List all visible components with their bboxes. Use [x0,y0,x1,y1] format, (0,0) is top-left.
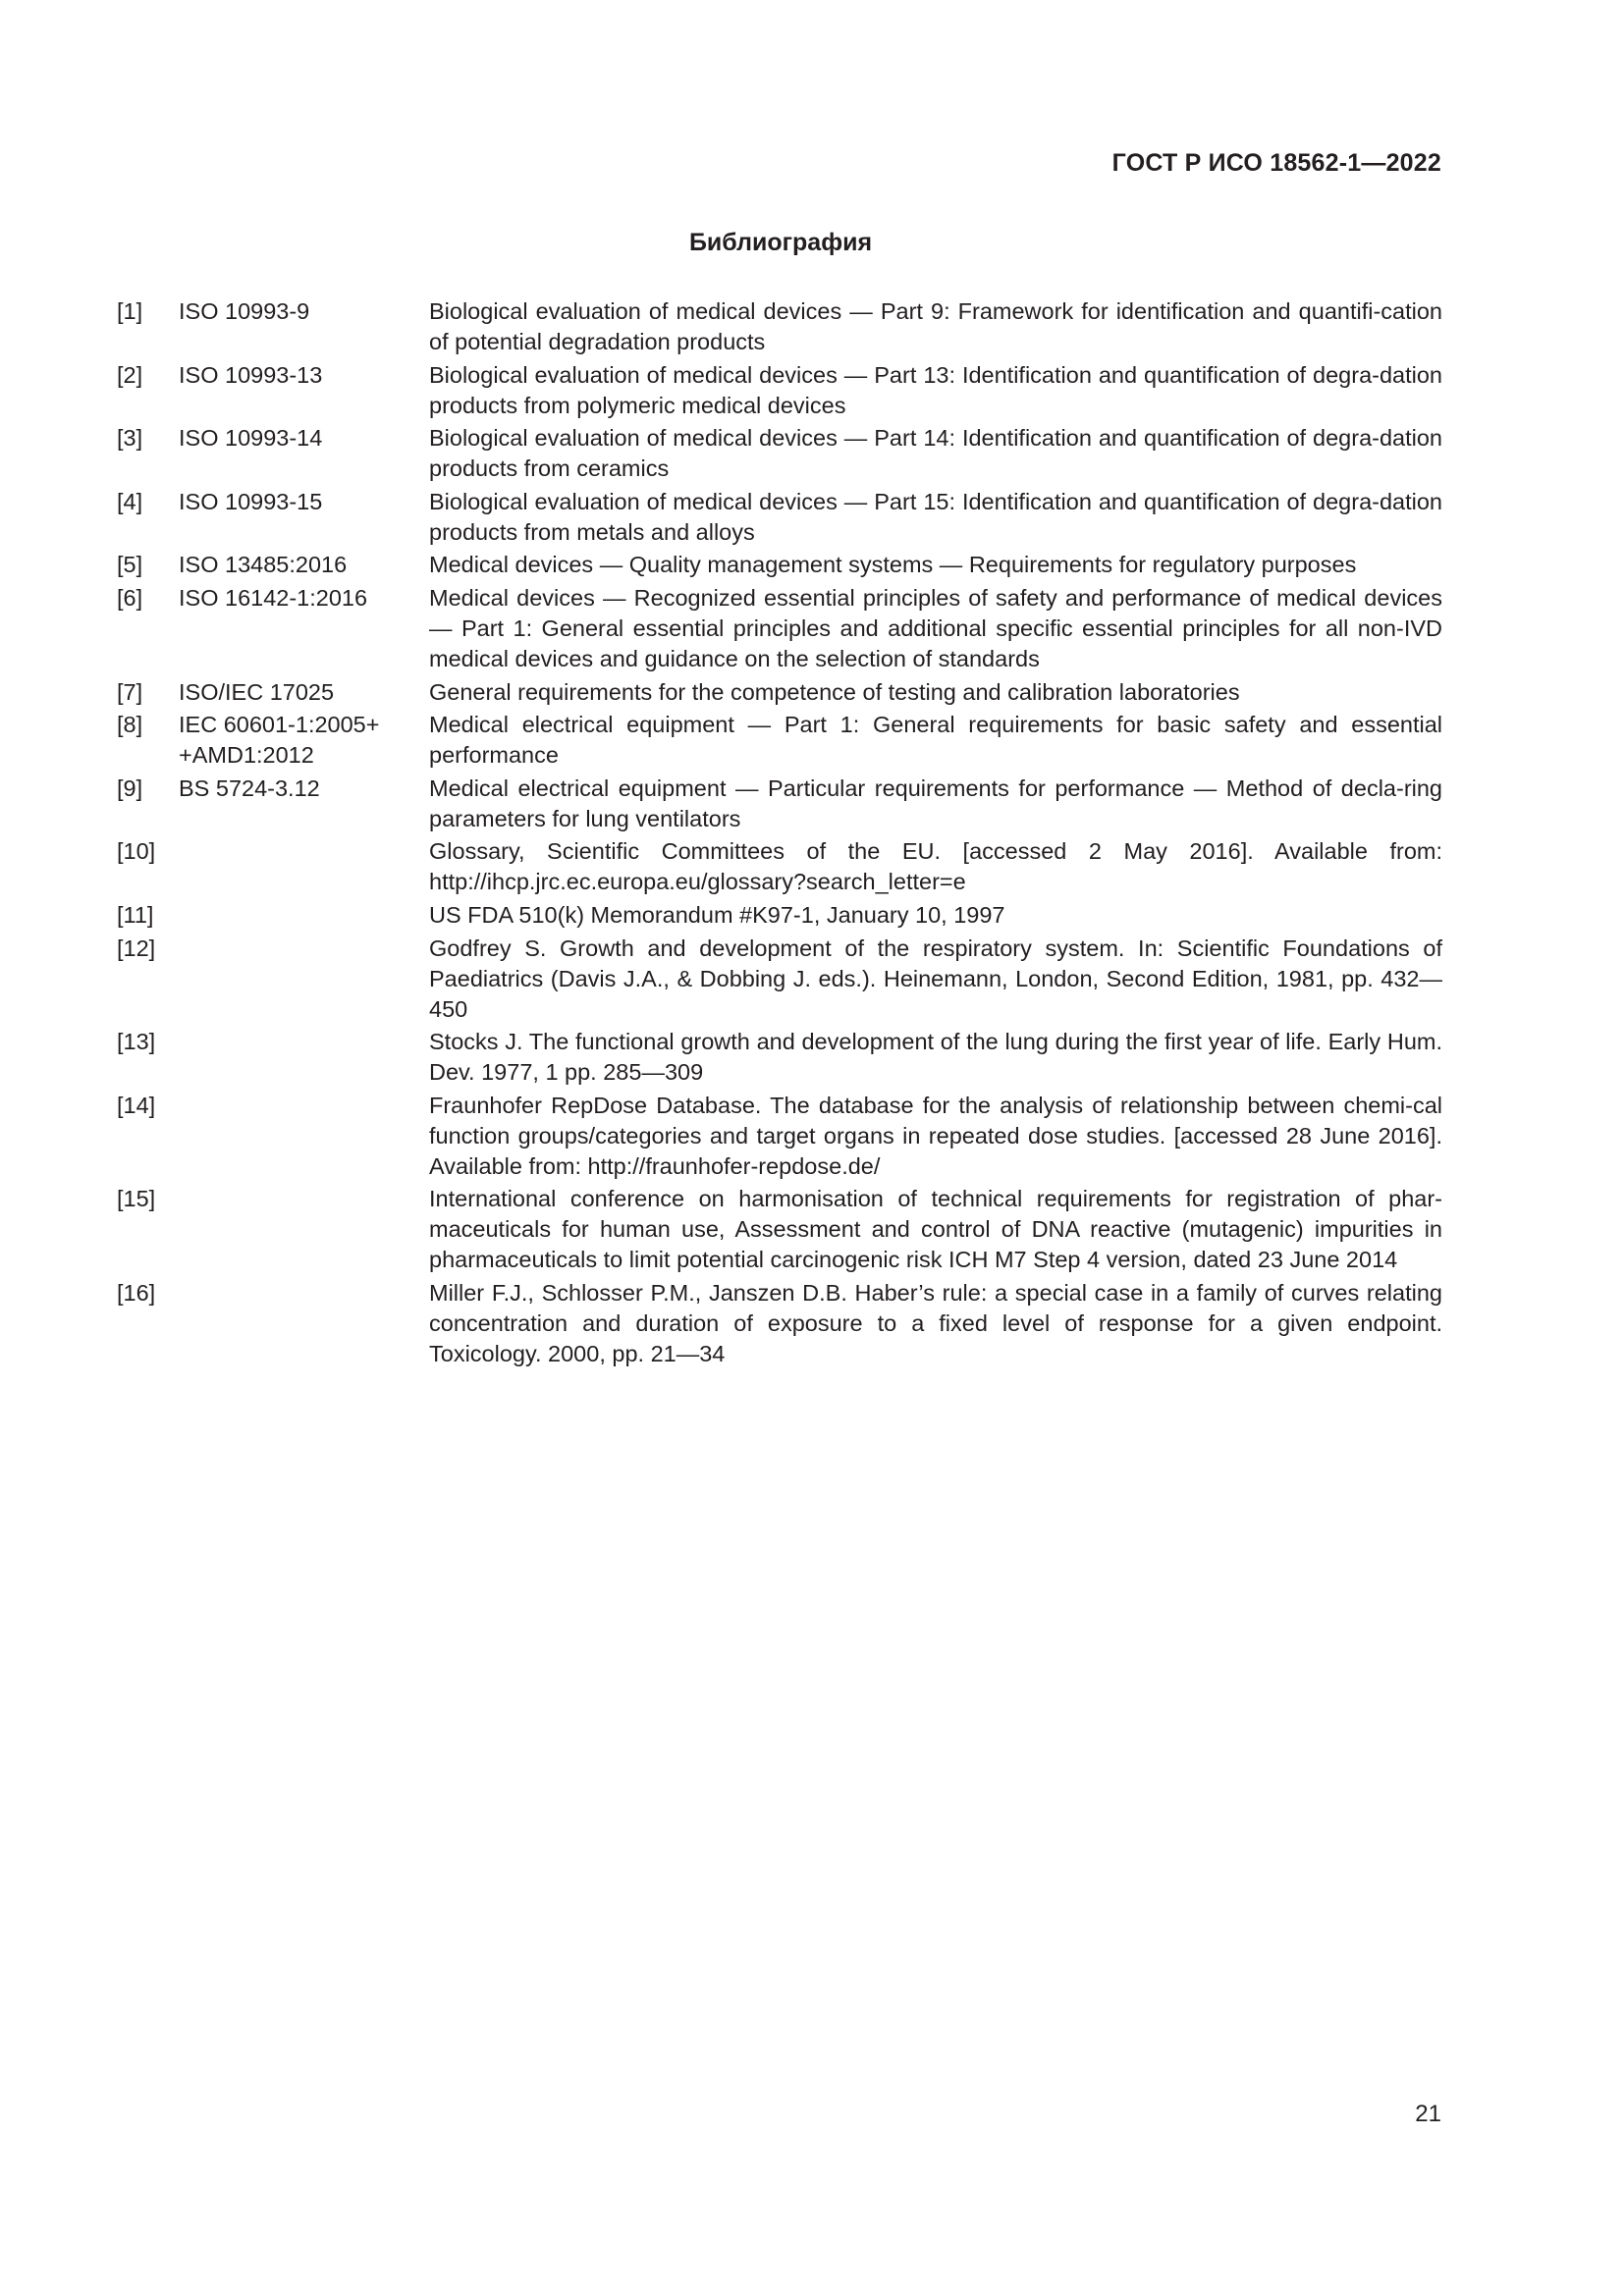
entry-number: [8] [117,712,143,738]
entry-number: [13] [117,1029,156,1055]
bibliography-entry [117,1184,1442,1275]
entry-description: Stocks J. The functional growth and development of the lung during the first year of life. Early Hum. Dev. 1977, 1 pp. 285—309 [429,1029,1442,1086]
entry-standard-code: ISO 10993-9 [179,298,310,324]
bibliography-entry [117,550,1442,580]
entry-description: Godfrey S. Growth and development of the respiratory system. In: Scientific Foundations of Paediatrics (Davis J.A., & Dobbing J. eds.). Heinemann, London, Second Edition, 1981, pp. 432—450 [429,934,1442,1022]
entry-number: [4] [117,488,143,514]
entry-description: Biological evaluation of medical devices — Part 15: Identification and quantification of degra-dation products from metals and alloys [429,488,1442,545]
entry-number: [9] [117,774,143,801]
bibliography-entry [117,1091,1442,1182]
bibliography-entry [117,774,1442,834]
entry-number: [14] [117,1092,156,1118]
bibliography-entry [117,677,1442,708]
entry-standard-code: ISO/IEC 17025 [179,678,335,705]
entry-number: [16] [117,1279,156,1306]
entry-number: [10] [117,838,156,865]
entry-number: [15] [117,1186,156,1212]
entry-description: International conference on harmonisation of technical requirements for registration of phar-maceuticals for human use, Assessment and control of DNA reactive (mutagenic) impurities in pharmaceuticals to limit potential carcinogenic risk ICH M7 Step 4 version, dated 23 June 2014 [429,1186,1442,1273]
entry-description: Medical devices — Recognized essential principles of safety and performance of medical devices — Part 1: General essential principles and additional specific essential principles for all non-IVD medical devices and guidance on the selection of standards [429,584,1442,671]
entry-description: Biological evaluation of medical devices — Part 14: Identification and quantification of degra-dation products from ceramics [429,425,1442,482]
bibliography-entry [117,487,1442,548]
bibliography-entry [117,1278,1442,1369]
entry-description: Miller F.J., Schlosser P.M., Janszen D.B. Haber’s rule: a special case in a family of curves relating concentration and duration of exposure to a fixed level of response for a given endpoint. Toxicology. 2000, pp. 21—34 [429,1279,1442,1366]
document-code: ГОСТ Р ИСО 18562-1—2022 [1111,149,1441,177]
bibliography-entry [117,934,1442,1025]
bibliography-title: Библиография [688,229,873,256]
entry-number: [3] [117,425,143,452]
bibliography-entry [117,296,1442,357]
bibliography-entry [117,423,1442,484]
entry-number: [2] [117,361,143,388]
entry-description: General requirements for the competence of testing and calibration laboratories [429,678,1240,705]
entry-description: Fraunhofer RepDose Database. The database for the analysis of relationship between chemi-cal function groups/categories and target organs in repeated dose studies. [accessed 28 June 2016]. Available from: http://fraunhofer-repdose.de/ [429,1092,1442,1179]
bibliography-entry [117,360,1442,421]
entry-description: Biological evaluation of medical devices — Part 9: Framework for identification and quantifi-cation of potential degradation products [429,298,1442,354]
entry-standard-code: ISO 10993-13 [179,361,323,388]
entry-description: Medical electrical equipment — Part 1: General requirements for basic safety and essential performance [429,712,1442,769]
bibliography-entry [117,900,1442,931]
entry-description: Medical electrical equipment — Particular requirements for performance — Method of decla-ring parameters for lung ventilators [429,774,1442,831]
entry-description: Medical devices — Quality management systems — Requirements for regulatory purposes [429,552,1357,578]
entry-standard-code: ISO 10993-15 [179,488,323,514]
bibliography-entry [117,710,1442,771]
bibliography-entry [117,583,1442,674]
bibliography-entry [117,836,1442,897]
entry-standard-code: BS 5724-3.12 [179,774,320,801]
bibliography-entry [117,1027,1442,1088]
entry-description: Glossary, Scientific Committees of the EU. [accessed 2 May 2016]. Available from: http://ihcp.jrc.ec.europa.eu/glossary?search_letter=e [429,838,1442,895]
entry-number: [5] [117,552,143,578]
page-number: 21 [1415,2101,1441,2127]
entry-standard-code: ISO 10993-14 [179,425,323,452]
entry-number: [1] [117,298,143,324]
entry-standard-code: ISO 13485:2016 [179,552,348,578]
entry-standard-code: ISO 16142-1:2016 [179,584,368,611]
entry-number: [6] [117,584,143,611]
entry-description: Biological evaluation of medical devices — Part 13: Identification and quantification of degra-dation products from polymeric medical devices [429,361,1442,418]
entry-standard-code: IEC 60601-1:2005+ +AMD1:2012 [179,712,380,769]
entry-number: [12] [117,934,156,961]
bibliography-list [117,296,1442,1372]
entry-number: [11] [117,901,154,928]
entry-description: US FDA 510(k) Memorandum #K97-1, January 10, 1997 [429,901,1005,928]
entry-number: [7] [117,678,143,705]
